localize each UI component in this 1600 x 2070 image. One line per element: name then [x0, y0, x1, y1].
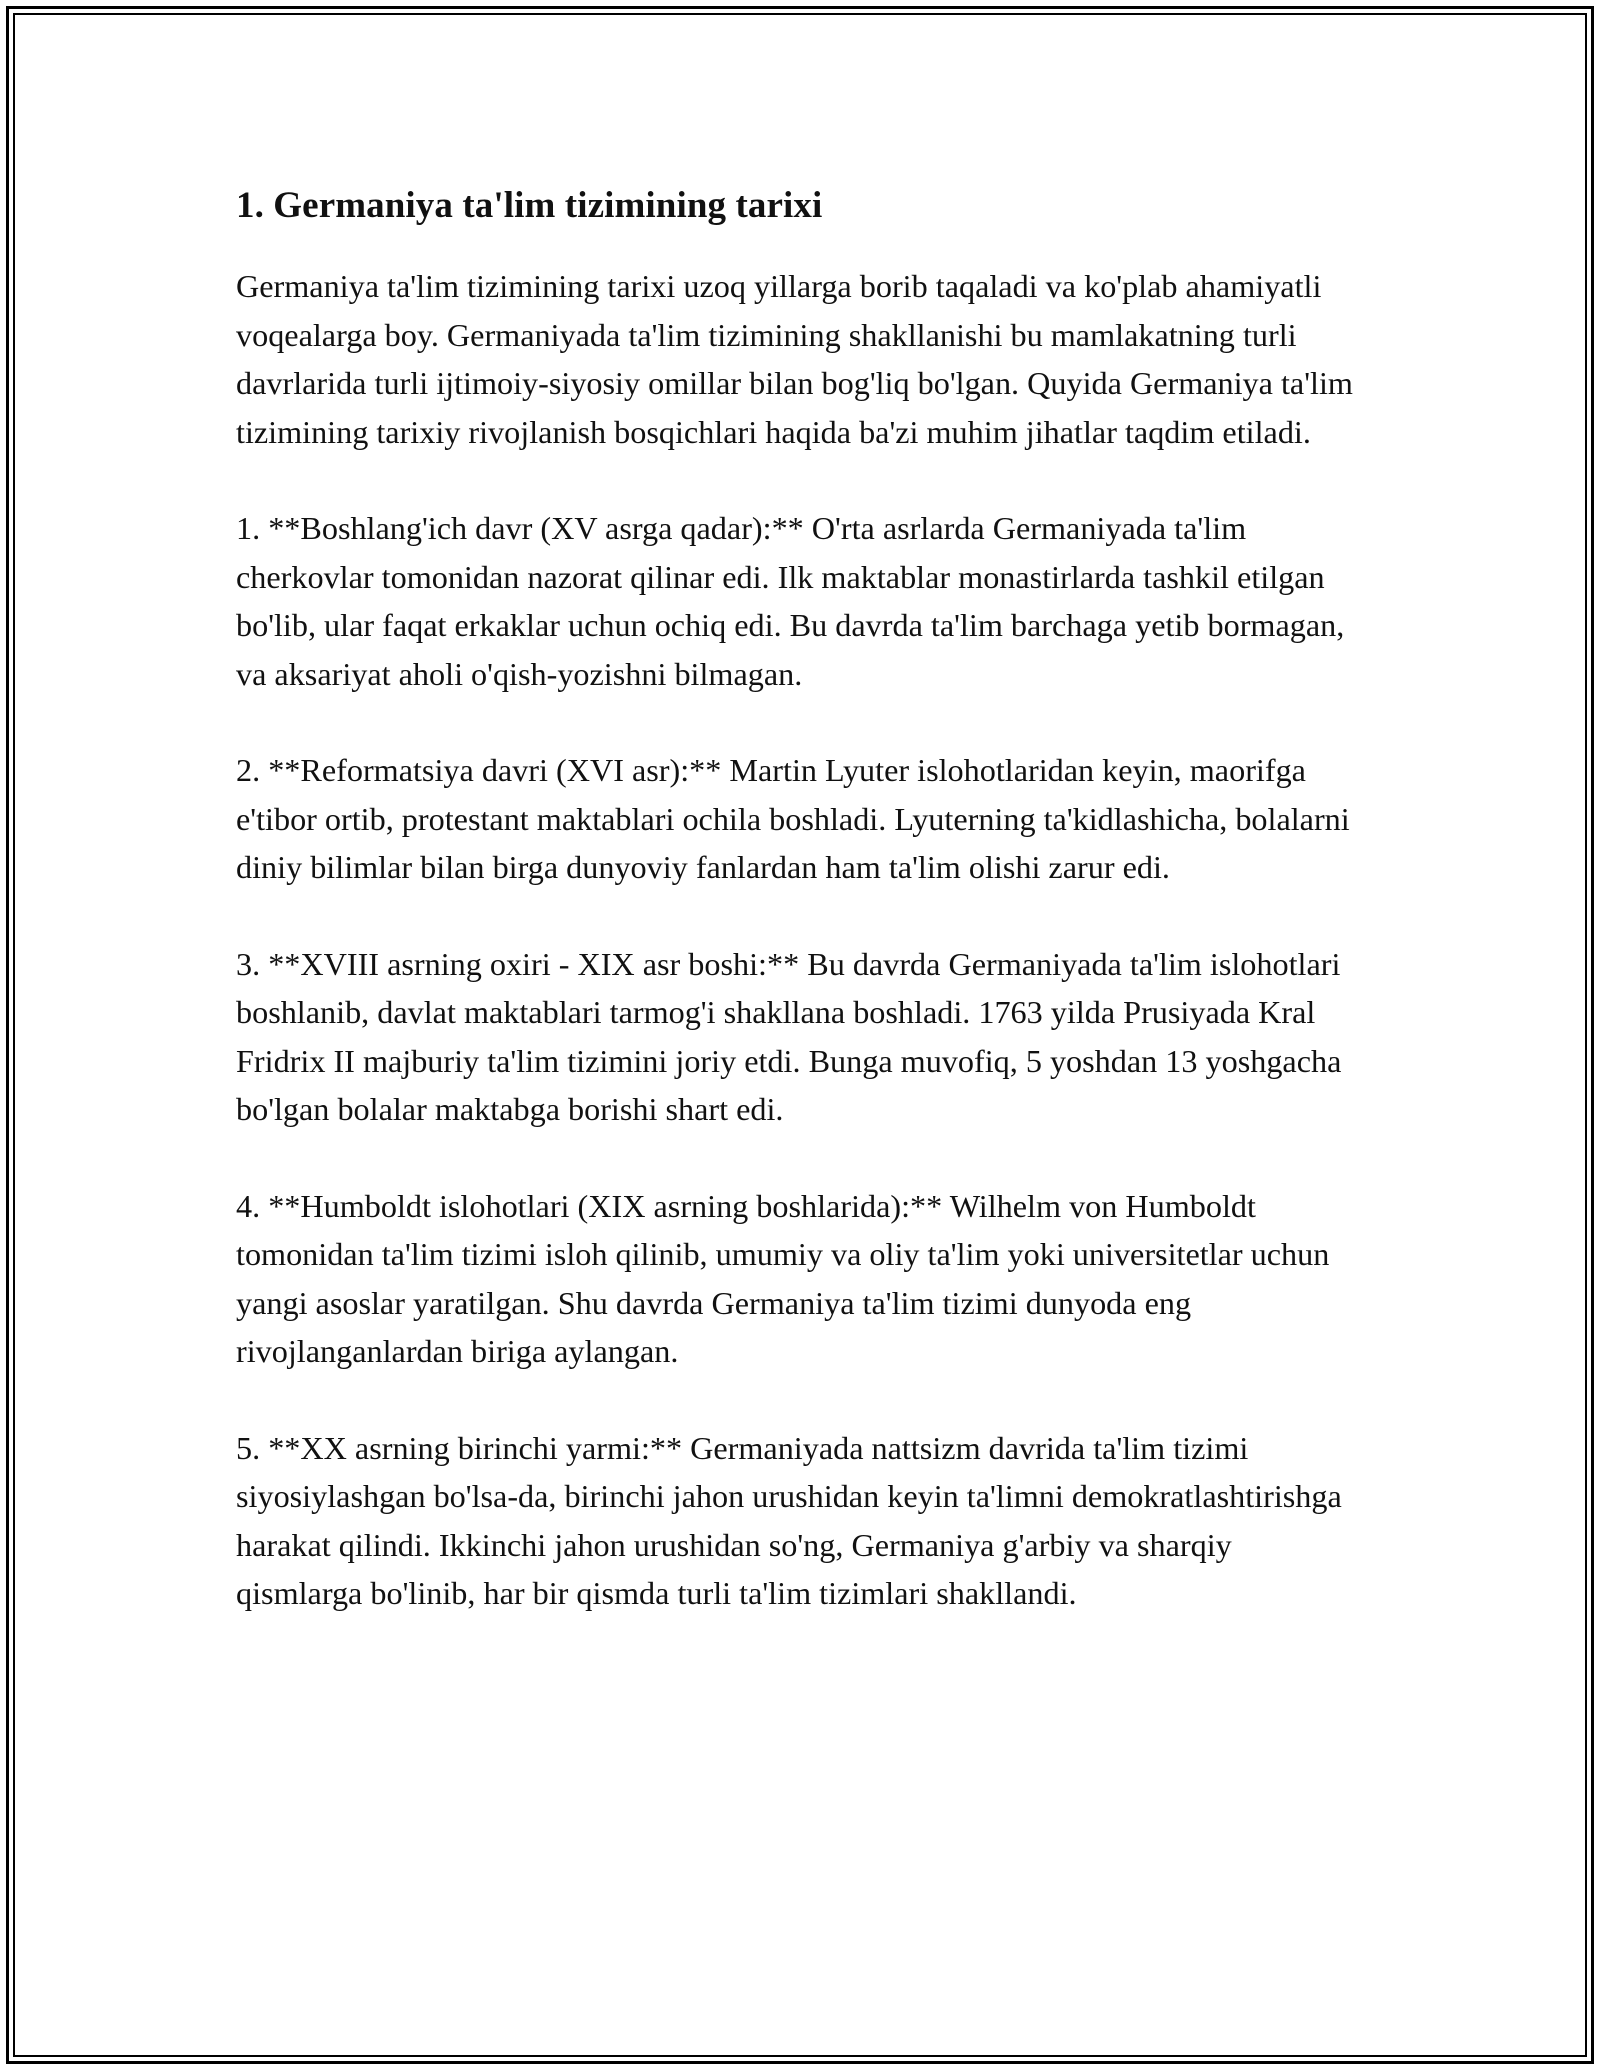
list-item-2: 2. **Reformatsiya davri (XVI asr):** Martin Lyuter islohotlaridan keyin, maorifga e'tibor ortib, protestant maktablari ochila boshladi. Lyuterning ta'kidlashicha, bolalarni diniy bilimlar bilan birga dunyoviy fanlardan ham ta'lim olishi zarur edi. — [236, 752, 1350, 885]
intro-paragraph: Germaniya ta'lim tizimining tarixi uzoq yillarga borib taqaladi va ko'plab ahamiyatli voqealarga boy. Germaniyada ta'lim tizimining shakllanishi bu mamlakatning turli davrlarida turli ijtimoiy-siyosiy omillar bilan bog'liq bo'lgan. Quyida Germaniya ta'lim tizimining tarixiy rivojlanish bosqichlari haqida ba'zi muhim jihatlar taqdim etiladi. — [236, 268, 1353, 450]
list-item-1: 1. **Boshlang'ich davr (XV asrga qadar):** O'rta asrlarda Germaniyada ta'lim cherkovlar tomonidan nazorat qilinar edi. Ilk maktablar monastirlarda tashkil etilgan bo'lib, ular faqat erkaklar uchun ochiq edi. Bu davrda ta'lim barchaga yetib bormagan, va aksariyat aholi o'qish-yozishni bilmagan. — [236, 510, 1345, 692]
section-heading: 1. Germaniya ta'lim tizimining tarixi — [236, 185, 823, 226]
list-item-4: 4. **Humboldt islohotlari (XIX asrning boshlarida):** Wilhelm von Humboldt tomonidan ta'lim tizimi isloh qilinib, umumiy va oliy ta'lim yoki universitetlar uchun yangi asoslar yaratilgan. Shu davrda Germaniya ta'lim tizimi dunyoda eng rivojlanganlardan biriga aylangan. — [236, 1187, 1330, 1369]
list-item-5: 5. **XX asrning birinchi yarmi:** Germaniyada nattsizm davrida ta'lim tizimi siyosiylashgan bo'lsa-da, birinchi jahon urushidan keyin ta'limni demokratlashtirishga harakat qilindi. Ikkinchi jahon urushidan so'ng, Germaniya g'arbiy va sharqiy qismlarga bo'linib, har bir qismda turli ta'lim tizimlari shakllandi. — [236, 1429, 1342, 1611]
list-item-3: 3. **XVIII asrning oxiri - XIX asr boshi:** Bu davrda Germaniyada ta'lim islohotlari boshlanib, davlat maktablari tarmog'i shakllana boshladi. 1763 yilda Prusiyada Kral Fridrix II majburiy ta'lim tizimini joriy etdi. Bunga muvofiq, 5 yoshdan 13 yoshgacha bo'lgan bolalar maktabga borishi shart edi. — [236, 945, 1342, 1127]
document-body — [236, 184, 1366, 1666]
